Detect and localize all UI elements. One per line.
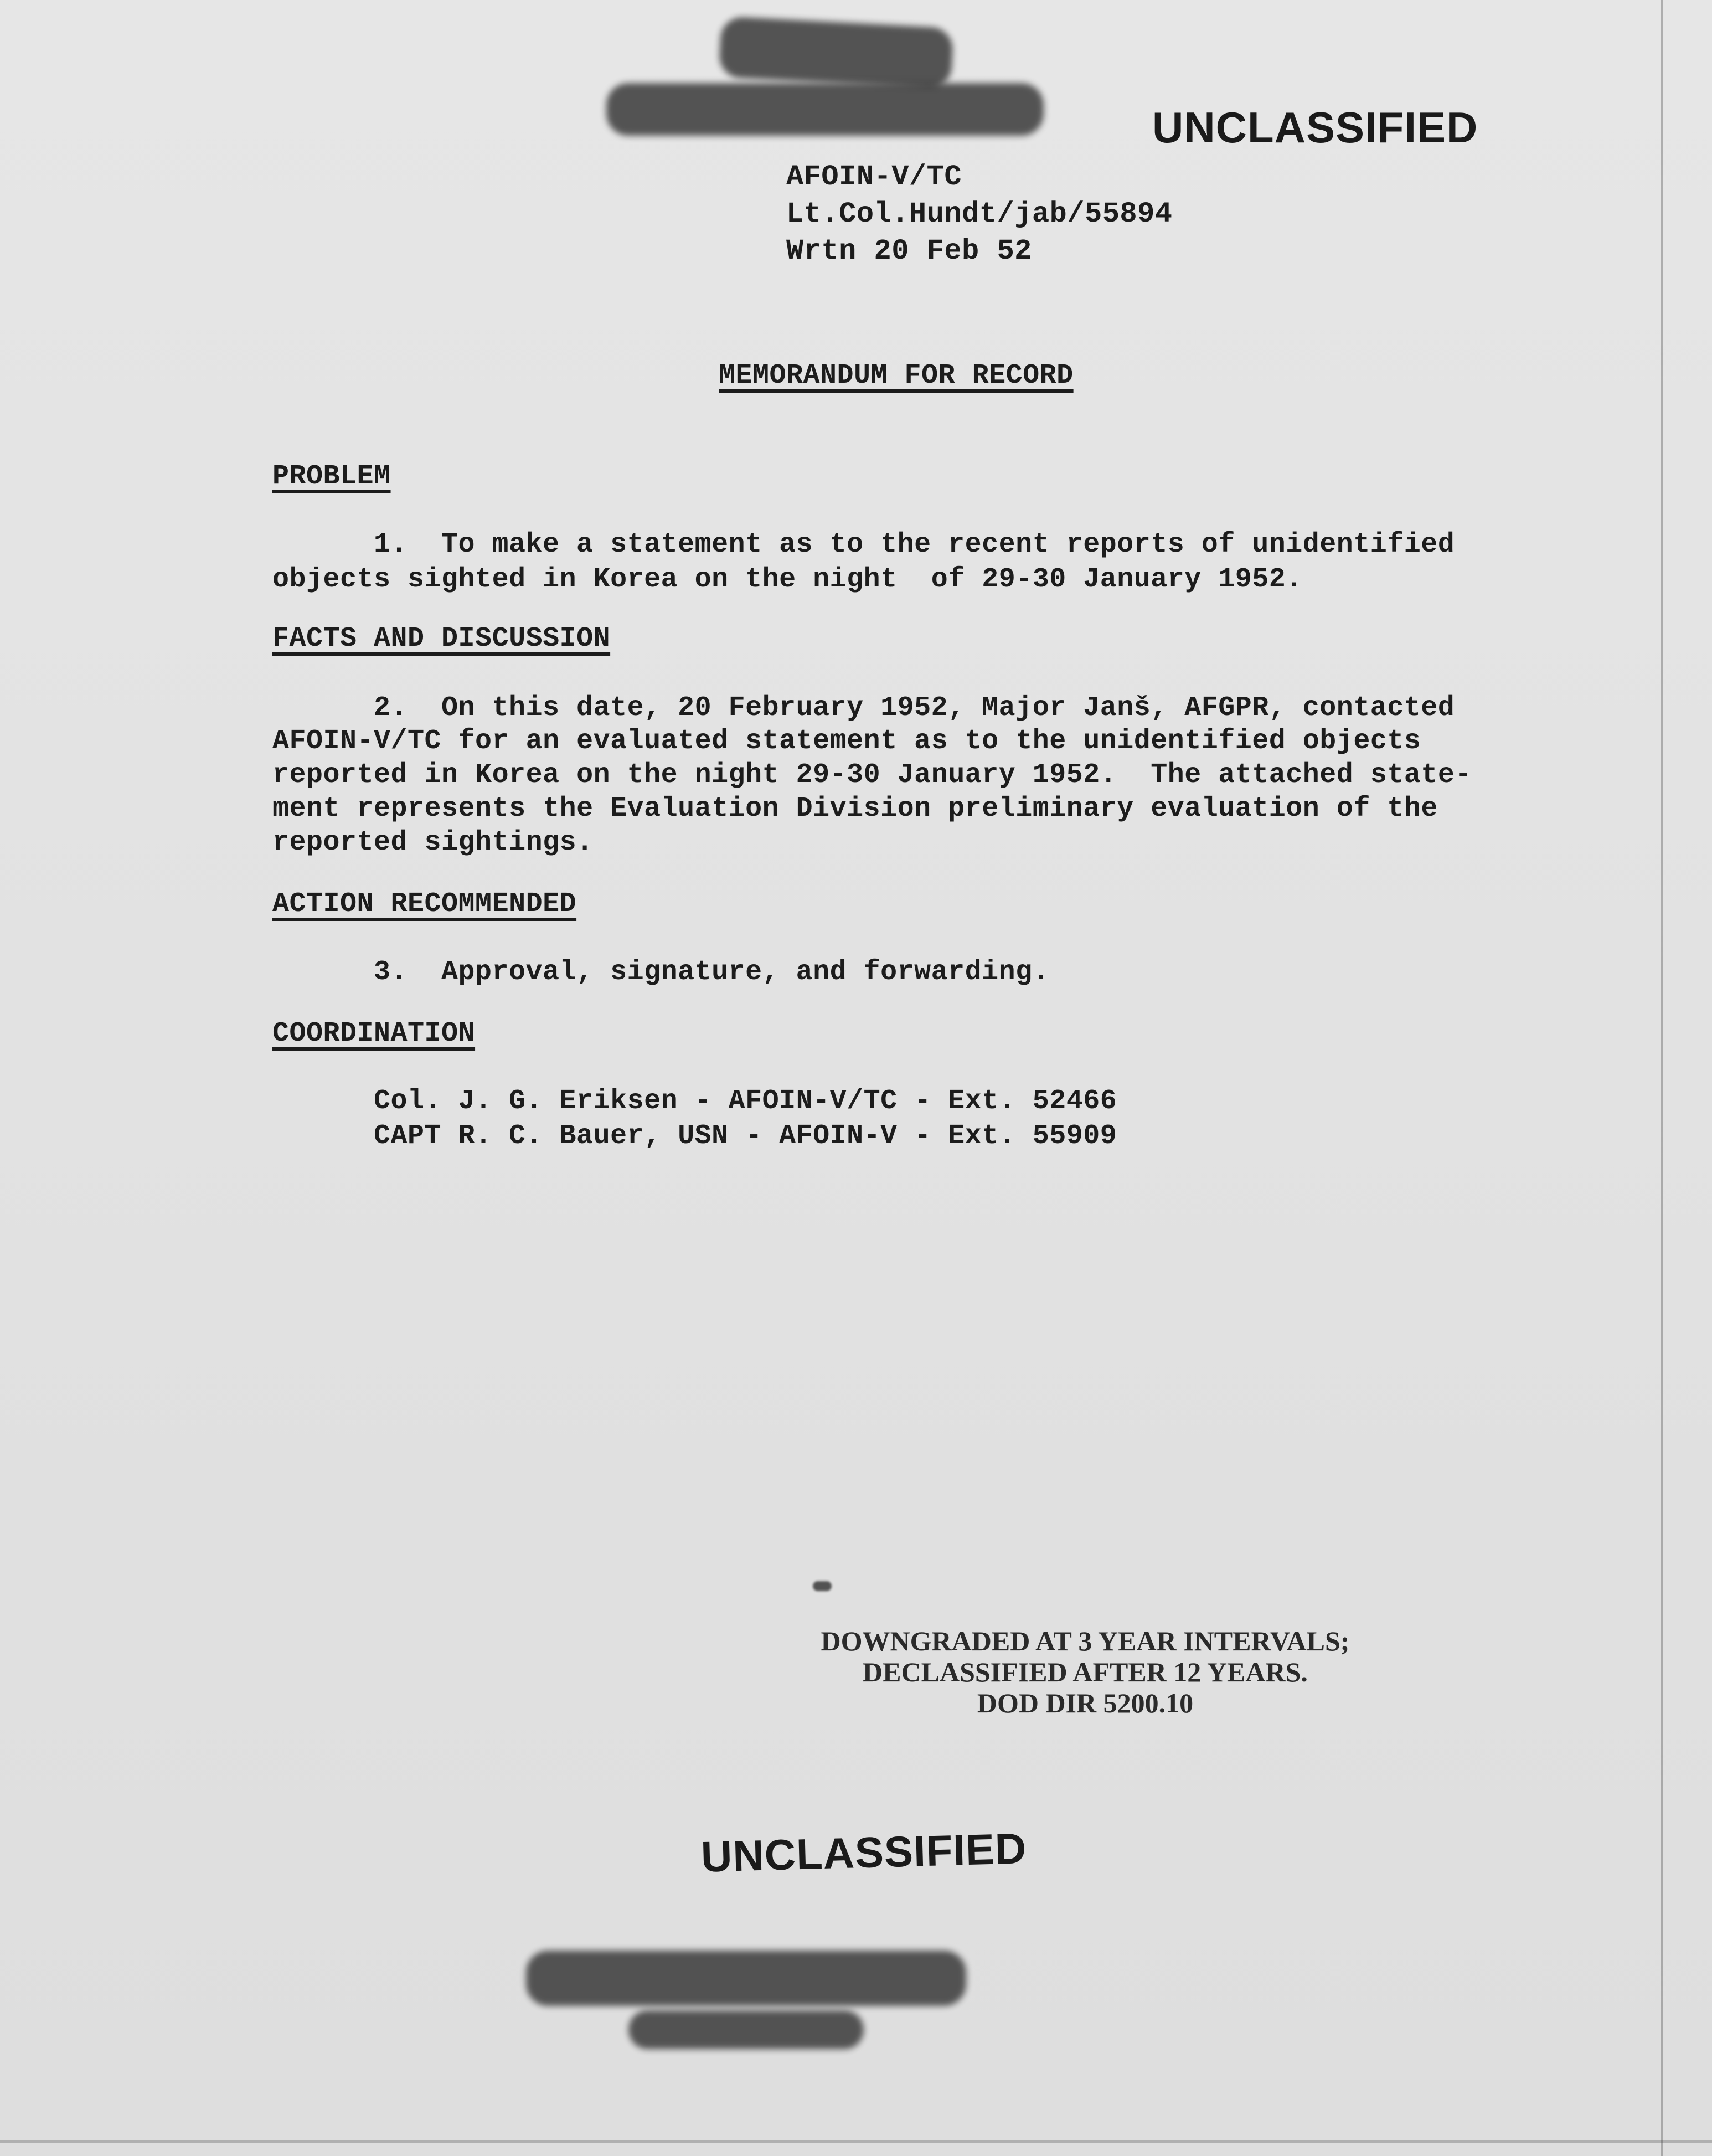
redaction-mark-bottom-lower: [628, 2010, 864, 2049]
action-line: 3. Approval, signature, and forwarding.: [374, 956, 1050, 988]
downgrade-line: DECLASSIFIED AFTER 12 YEARS.: [863, 1656, 1308, 1687]
facts-line: 2. On this date, 20 February 1952, Major Janš, AFGPR, contacted: [374, 692, 1455, 724]
redaction-mark-top-lower: [606, 83, 1044, 136]
facts-line: AFOIN-V/TC for an evaluated statement as to the unidentified objects: [272, 725, 1421, 757]
facts-heading: FACTS AND DISCUSSION: [272, 623, 611, 655]
problem-line: objects sighted in Korea on the night of 29-30 January 1952.: [272, 564, 1303, 595]
downgrade-line: DOWNGRADED AT 3 YEAR INTERVALS;: [821, 1625, 1350, 1656]
downgrade-stamp: [753, 1625, 1417, 1718]
classification-stamp-bottom: UNCLASSIFIED: [700, 1824, 1028, 1881]
redaction-mark-bottom: [526, 1951, 966, 2006]
problem-heading: PROBLEM: [272, 461, 391, 492]
page-title: MEMORANDUM FOR RECORD: [719, 360, 1074, 392]
facts-line: ment represents the Evaluation Division preliminary evaluation of the: [272, 793, 1438, 825]
action-heading: ACTION RECOMMENDED: [272, 888, 577, 920]
redaction-mark-top: [718, 16, 953, 89]
written-date: Wrtn 20 Feb 52: [786, 235, 1032, 267]
facts-line: reported in Korea on the night 29-30 January 1952. The attached state-: [272, 759, 1472, 791]
coordination-line: Col. J. G. Eriksen - AFOIN-V/TC - Ext. 52466: [374, 1085, 1117, 1117]
coordination-line: CAPT R. C. Bauer, USN - AFOIN-V - Ext. 55909: [374, 1120, 1117, 1152]
office-symbol: AFOIN-V/TC: [786, 161, 962, 193]
page-edge-line: [1661, 0, 1663, 2156]
problem-line: 1. To make a statement as to the recent reports of unidentified: [374, 529, 1455, 560]
classification-stamp-top: UNCLASSIFIED: [1152, 103, 1478, 152]
facts-line: reported sightings.: [272, 827, 594, 858]
author-line: Lt.Col.Hundt/jab/55894: [786, 198, 1173, 230]
coordination-heading: COORDINATION: [272, 1018, 476, 1049]
page-bottom-edge: [0, 2140, 1712, 2143]
downgrade-line: DOD DIR 5200.10: [977, 1687, 1194, 1718]
ink-spot: [813, 1581, 832, 1591]
